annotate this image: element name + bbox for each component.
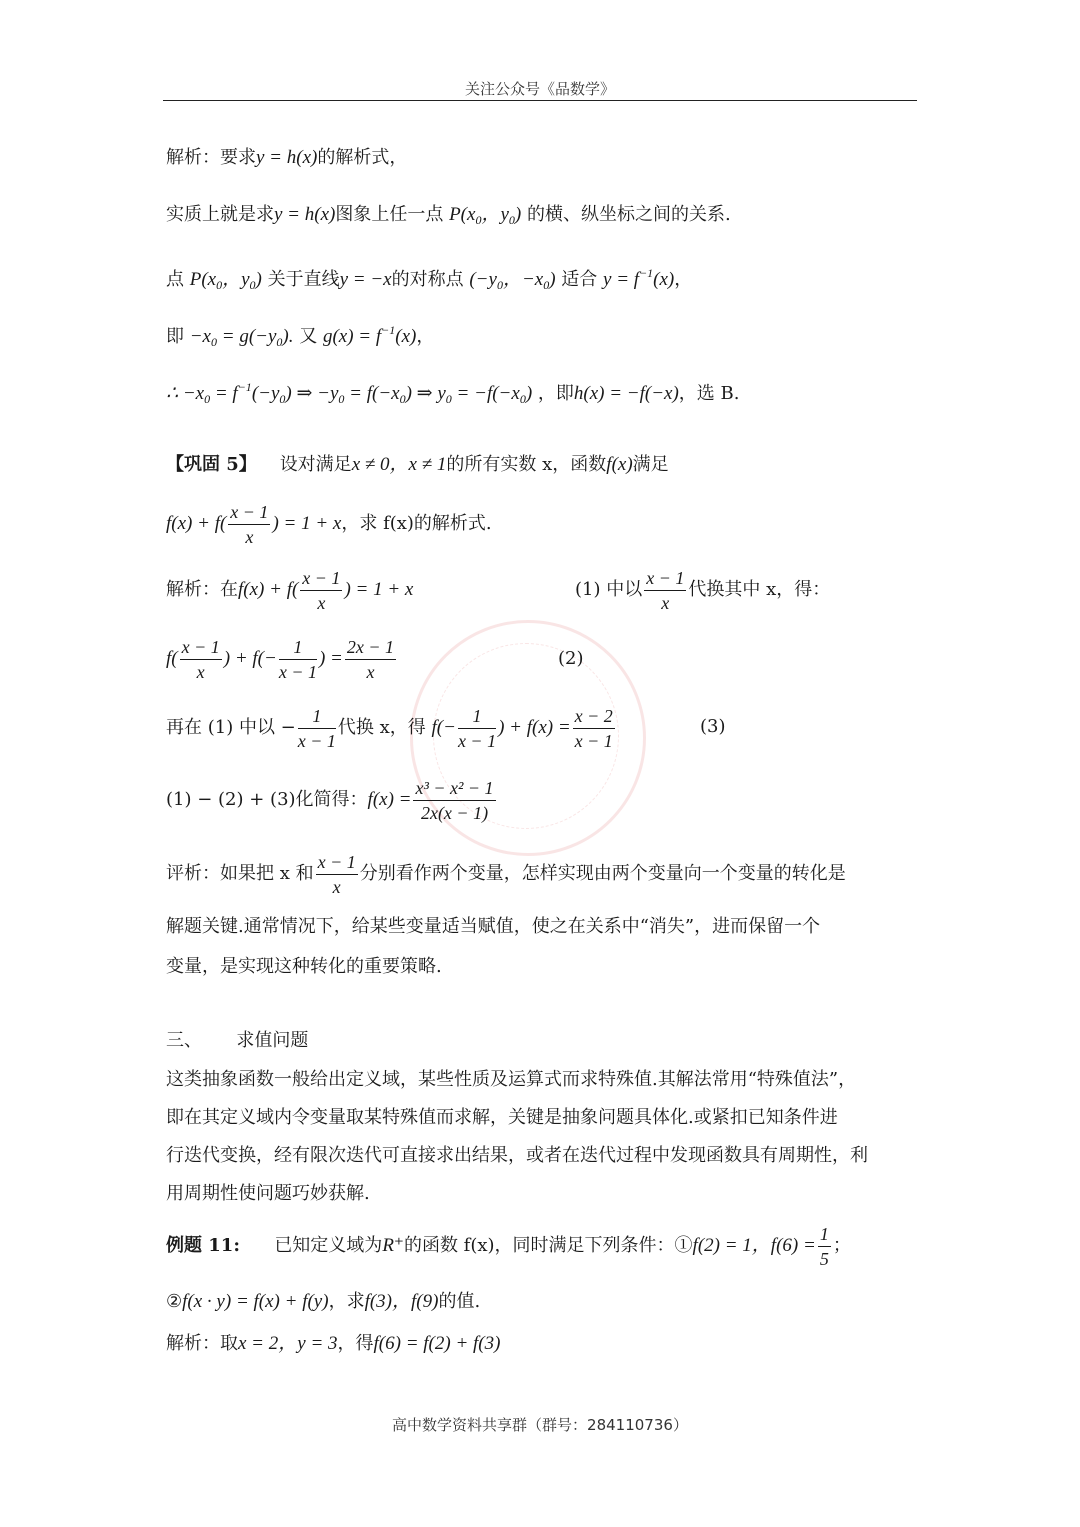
gonggu5-solution-1-right: (1) 中以 $\frac{x - 1}{x}$ 代换其中 x，得： [575,567,831,613]
section-para-3: 行迭代变换，经有限次迭代可直接求出结果，或者在迭代过程中发现函数具有周期性，利 [166,1145,868,1166]
gonggu5-solution-2: f( $\frac{x - 1}{x}$ ) + f(− $\frac{1}{x - 1}$ ) = $\frac{2x - 1}{x}$ [166,636,395,682]
gonggu5-comment-3: 变量，是实现这种转化的重要策略. [166,956,442,977]
example11-label: 例题 11: [166,1235,240,1256]
section-title: 三、 求值问题 [166,1030,309,1051]
analysis-line-1: 解析：要求y = h(x)的解析式， [166,147,408,168]
example11-statement: 例题 11: 已知定义域为R⁺的函数 f(x)，同时满足下列条件：①f(2) = 1，f(6) = $\frac{1}{5}$ ； [166,1223,851,1269]
gonggu5-solution-3: 再在 (1) 中以 − $\frac{1}{x - 1}$ 代换 x，得 f(− $\frac{1}{x - 1}$ ) + f(x) = $\frac{x - 2}{x - 1}$ [166,705,613,751]
gonggu5-statement: 【巩固 5】 设对满足x ≠ 0，x ≠ 1的所有实数 x，函数f(x)满足 [166,454,669,475]
gonggu5-comment-1: 评析：如果把 x 和 $\frac{x - 1}{x}$ 分别看作两个变量，怎样实现由两个变量向一个变量的转化是 [166,851,846,897]
page-header: 关注公众号《品数学》 [464,80,615,98]
analysis-line-5: ∴ $-x_0 = f^{-1}(-y_0)$ ⇒ $-y_0 = f(-x_0)$ ⇒ $y_0 = -f(-x_0)$ ，即h(x) = −f(−x)，选 B. [166,380,740,406]
analysis-line-3: 点 $P(x_0$，$y_0$) 关于直线y = −x的对称点 ($-y_0$，$-x_0$) 适合 $y = f^{-1}(x)$， [166,266,693,292]
section-para-4: 用周期性使问题巧妙获解. [166,1183,370,1204]
section-para-1: 这类抽象函数一般给出定义域，某些性质及运算式而求特殊值.其解法常用“特殊值法”， [166,1069,857,1090]
gonggu5-equation: f(x) + f( $\frac{x - 1}{x}$ ) = 1 + x，求 f(x)的解析式. [166,501,492,547]
equation-number-3: (3) [700,716,726,737]
example11-solution: 解析：取x = 2，y = 3，得f(6) = f(2) + f(3) [166,1333,501,1354]
gonggu5-solution-1: 解析：在f(x) + f( $\frac{x - 1}{x}$ ) = 1 + x [166,567,414,613]
analysis-line-2: 实质上就是求y = h(x)图象上任一点 $P(x_0$，$y_0$) 的横、纵坐标之间的关系. [166,204,731,227]
page-footer: 高中数学资料共享群（群号：284110736） [392,1416,688,1434]
section-para-2: 即在其定义域内令变量取某特殊值而求解，关键是抽象问题具体化.或紧扣已知条件进 [166,1107,838,1128]
header-rule [163,100,917,101]
example11-condition-2: ②f(x · y) = f(x) + f(y)，求f(3)，f(9)的值. [166,1291,481,1312]
gonggu5-label: 【巩固 5】 [166,454,257,475]
analysis-line-4: 即 $-x_0 = g(-y_0)$. 又 $g(x) = f^{-1}(x)$， [166,323,435,349]
gonggu5-comment-2: 解题关键.通常情况下，给某些变量适当赋值，使之在关系中“消失”，进而保留一个 [166,916,821,937]
gonggu5-solution-4: (1) − (2) + (3)化简得：f(x) = $\frac{\text{x³ − x² − 1}}{2x(x - 1)}$ [166,777,494,823]
equation-number-2: (2) [558,648,584,669]
